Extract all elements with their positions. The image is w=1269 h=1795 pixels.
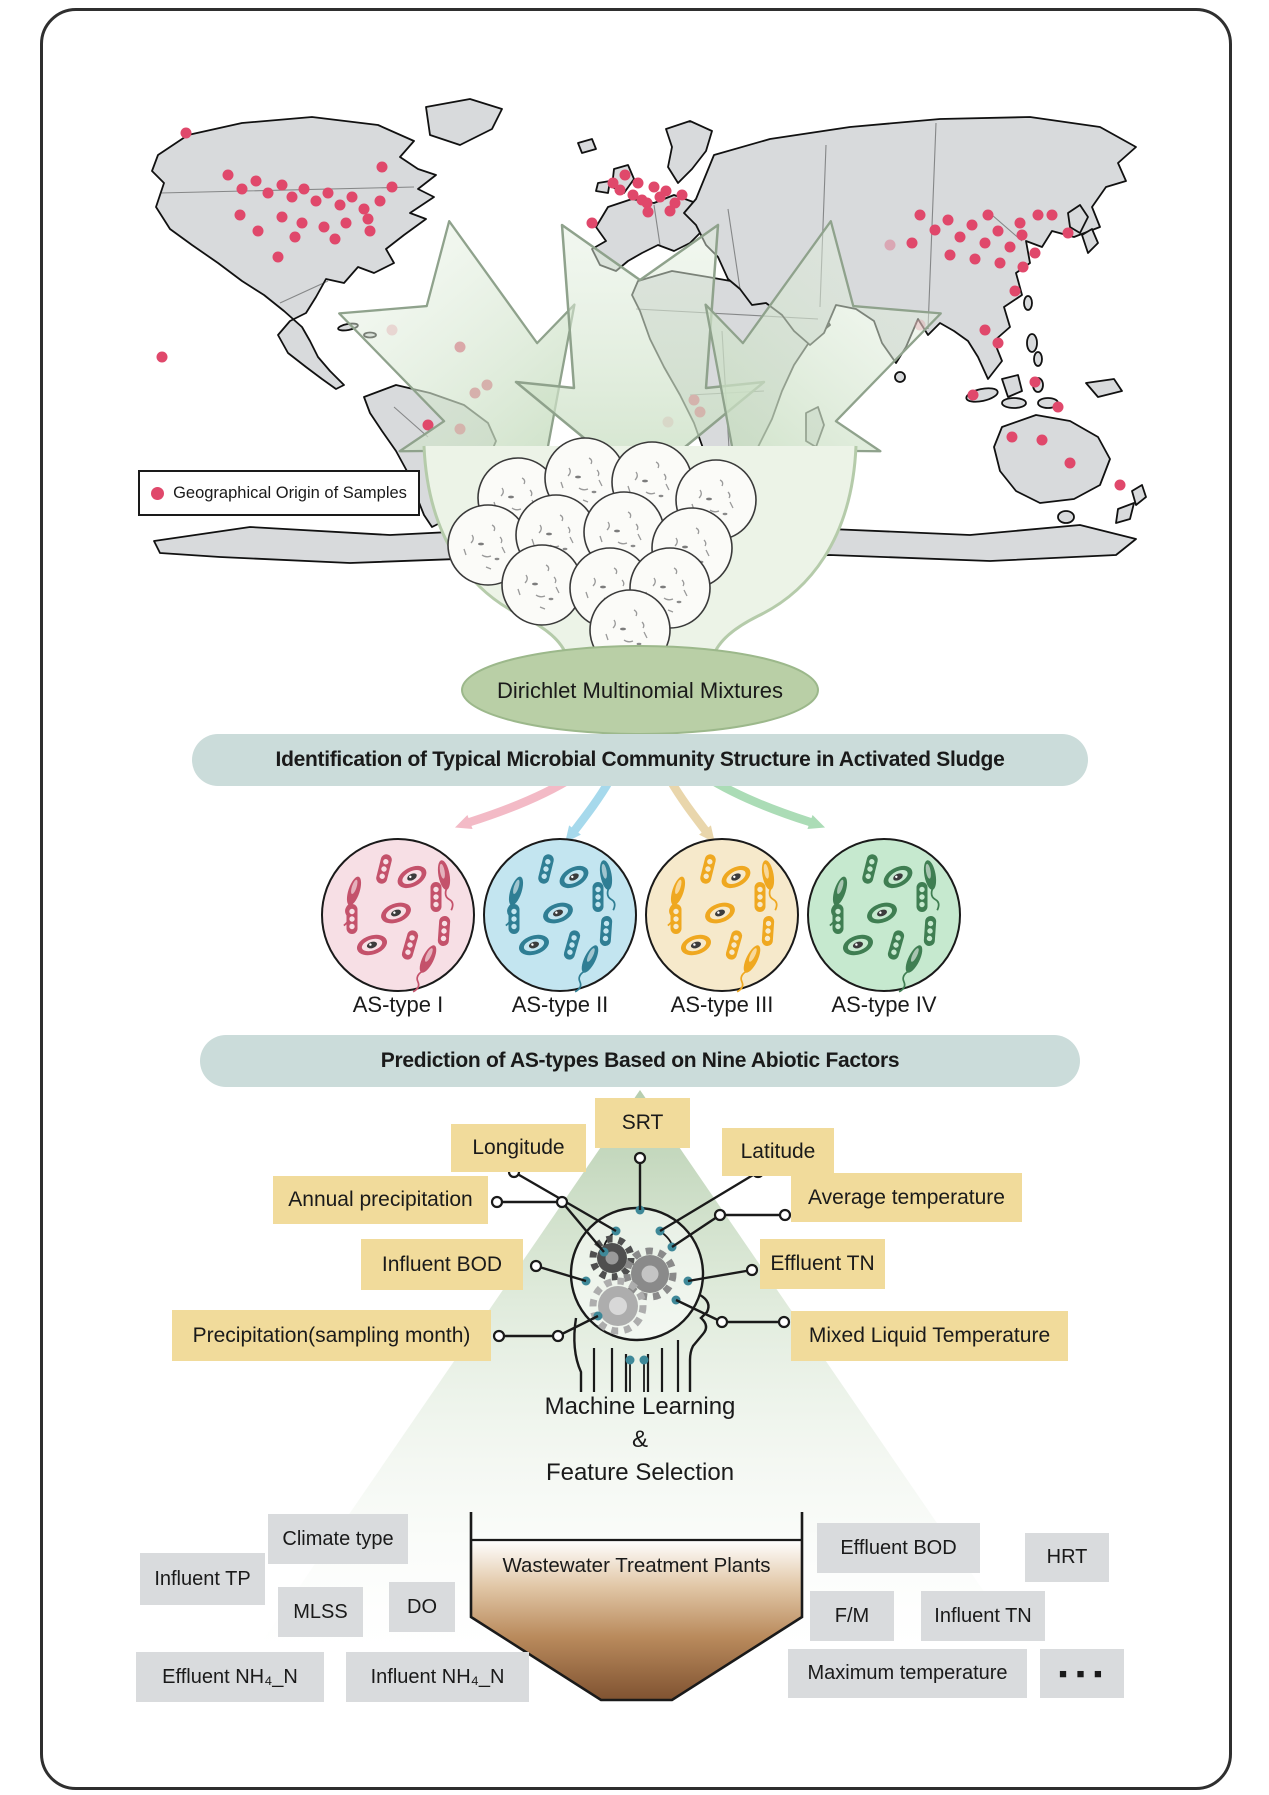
new-guinea <box>1086 379 1122 397</box>
gear-icon <box>593 1281 643 1331</box>
factor-effluent-tn: Effluent TN <box>760 1239 885 1289</box>
other-factor-fm: F/M <box>810 1591 894 1641</box>
other-factor-influent-nh4n: Influent NH₄_N <box>346 1652 529 1702</box>
identification-banner: Identification of Typical Microbial Community Structure in Activated Sludge <box>192 734 1088 786</box>
taiwan <box>1024 296 1032 310</box>
legend-dot-icon <box>151 487 164 500</box>
philippines <box>1027 334 1037 352</box>
java <box>1002 398 1026 408</box>
other-factor-climate-type: Climate type <box>268 1514 408 1564</box>
map-legend <box>138 470 420 516</box>
factor-mixed-liquid-temperature: Mixed Liquid Temperature <box>791 1311 1068 1361</box>
prediction-banner: Prediction of AS-types Based on Nine Abiotic Factors <box>200 1035 1080 1087</box>
other-factor-effluent-bod: Effluent BOD <box>817 1523 980 1573</box>
as-type-1-label: AS-type I <box>352 992 444 1017</box>
dirichlet-label: Dirichlet Multinomial Mixtures <box>496 678 784 703</box>
ml-line-1: Machine Learning <box>544 1393 736 1420</box>
factor-average-temperature: Average temperature <box>791 1173 1022 1222</box>
sri-lanka <box>895 372 905 382</box>
factor-longitude: Longitude <box>451 1124 586 1172</box>
as-type-3-label: AS-type III <box>670 992 774 1017</box>
as-type-4-label: AS-type IV <box>831 992 937 1017</box>
scandinavia <box>666 121 712 183</box>
borneo <box>1002 375 1022 397</box>
other-factor-effluent-nh4n: Effluent NH₄_N <box>136 1652 324 1702</box>
factor-precipitation-sampling-month: Precipitation(sampling month) <box>172 1310 491 1361</box>
factor-annual-precipitation: Annual precipitation <box>273 1176 488 1224</box>
australia <box>994 415 1110 503</box>
factor-influent-bod: Influent BOD <box>361 1239 523 1290</box>
as-type-1-circle <box>322 839 474 994</box>
ml-line-2: & <box>631 1426 648 1453</box>
wwtp-label: Wastewater Treatment Plants <box>502 1554 771 1577</box>
factor-srt: SRT <box>595 1098 690 1148</box>
tasmania <box>1058 511 1074 523</box>
other-factor-hrt: HRT <box>1025 1533 1109 1582</box>
ml-line-3: Feature Selection <box>545 1459 735 1486</box>
greenland <box>426 99 502 145</box>
other-factor-maximum-temperature: Maximum temperature <box>788 1649 1027 1698</box>
iceland <box>578 139 596 153</box>
as-type-3-circle <box>646 839 798 994</box>
legend-label: Geographical Origin of Samples <box>173 483 407 502</box>
other-factor-do: DO <box>389 1582 455 1632</box>
as-type-4-circle <box>808 839 960 994</box>
other-factor-ellipsis: ■ ■ ■ <box>1040 1649 1124 1698</box>
as-type-2-label: AS-type II <box>511 992 609 1017</box>
factor-latitude: Latitude <box>722 1128 834 1176</box>
other-factor-mlss: MLSS <box>278 1587 363 1637</box>
other-factor-influent-tn: Influent TN <box>921 1591 1045 1641</box>
new-zealand <box>1132 485 1146 505</box>
machine-learning-caption <box>440 1390 840 1489</box>
as-type-2-circle <box>484 839 636 994</box>
other-factor-influent-tp: Influent TP <box>140 1553 265 1605</box>
